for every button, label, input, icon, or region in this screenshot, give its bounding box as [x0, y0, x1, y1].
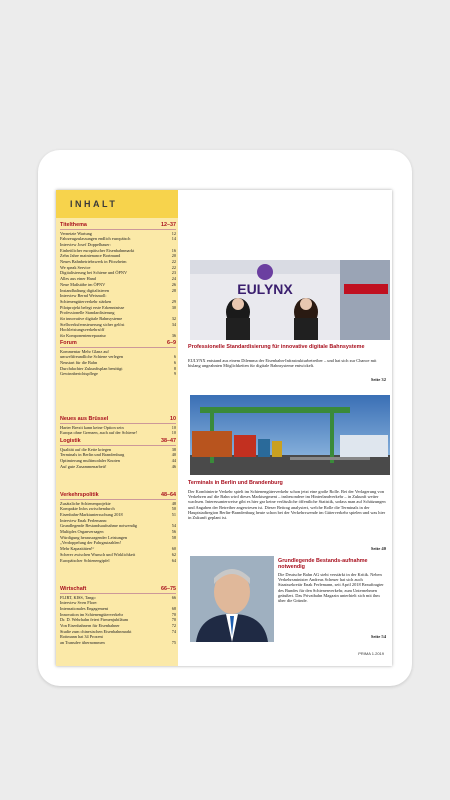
article-text-terminals: Der Kombinierte Verkehr spielt im Schienengüterverkehr schon jetzt eine große Rolle. Bei der Verlagerung von Verkehren auf die Bahn wird dieses Marktsegment – insbesondere im Hinterlandverkehr – in Zukunft weiter wachsen. Interessanterweise gibt es hier gar keine verlässliche öffentliche Statistik, sodass man auf Schätzungen und Angaben der Betreiber angewiesen ist. Dieser Beitrag analysiert, welche Rolle die Terminals in der Hauptstadtregion Berlin-Brandenburg heute schon bei der Verkehrswende im Güterverkehr spielen und was hier in Zukunft geplant ist.: [188, 489, 386, 521]
toc-entry[interactable]: Professionelle Standardisierung: [60, 310, 115, 316]
toc-entry[interactable]: Alles aus einer Hand 24: [60, 276, 176, 282]
table-of-contents: [56, 190, 178, 666]
toc-entry[interactable]: Optimierung multimodaler Knoten 44: [60, 457, 176, 463]
toc-section: [60, 222, 176, 339]
toc-entry[interactable]: Neue Maßstäbe im ÖPNV 26: [60, 281, 176, 287]
toc-entry[interactable]: Neustart für die Bahn 6: [60, 359, 176, 365]
toc-entry[interactable]: Kommentar Mehr Glanz auf: [60, 348, 109, 354]
toc-entry[interactable]: für innovative digitale Bahnsysteme 32: [60, 316, 176, 322]
page-footer: PRIMA 1.2019: [358, 651, 384, 656]
toc-section: [60, 416, 176, 436]
toc-entry[interactable]: Innovation im Schienengüterverkehr 70: [60, 611, 176, 617]
toc-header: [56, 190, 178, 218]
article-text-eulynx: EULYNX entstand aus einem Dilemma der Eisenbahn-Infrastrukturbetreiber – und hat sich zur Chance mit bislang ungeahnten Möglichkeiten für digitale Bahnsysteme entwickelt.: [188, 358, 377, 369]
toc-entry[interactable]: Interview Sven Flore:: [60, 600, 98, 606]
toc-entry[interactable]: Multiples Organversagen 56: [60, 529, 176, 535]
toc-entry[interactable]: Durchdachter Zukunftsplan benötigt 8: [60, 365, 176, 371]
toc-entry[interactable]: an Transdev übernommen 75: [60, 640, 176, 646]
toc-section: [60, 586, 176, 646]
toc-entry[interactable]: FLIRT, KISS, Tango 66: [60, 594, 176, 600]
toc-entry[interactable]: Qualität auf die Kette kriegen 38: [60, 446, 176, 452]
toc-entry[interactable]: umweltfreundliche Schiene verlegen 6: [60, 354, 176, 360]
toc-entry[interactable]: Kompakte Infos zwischendurch 50: [60, 506, 176, 512]
toc-entry[interactable]: Digitalisierung bei Schiene und ÖPNV 23: [60, 270, 176, 276]
article-title-eulynx[interactable]: Professionelle Standardisierung für innovative digitale Bahnsysteme: [188, 344, 365, 350]
toc-entry[interactable]: Terminals in Berlin und Brandenburg 40: [60, 452, 176, 458]
toc-entry[interactable]: Interview Josef Doppelbauer:: [60, 241, 111, 247]
toc-section-title[interactable]: Logistik 38–47: [60, 438, 176, 444]
page-ref-interview[interactable]: Seite 54: [370, 634, 386, 639]
toc-entry[interactable]: Rottmann hat 34 Prozent: [60, 634, 103, 640]
photo-portrait-ferlemann: [190, 556, 274, 642]
toc-entry[interactable]: Internationales Engagement 68: [60, 605, 176, 611]
toc-section-title[interactable]: Wirtschaft 66–75: [60, 586, 176, 592]
toc-entry[interactable]: Interview Enak Ferlemann:: [60, 517, 108, 523]
toc-entry[interactable]: Interview Bernd Weismoll:: [60, 293, 107, 299]
toc-entry[interactable]: Mehr Kapazitäten!“ 60: [60, 546, 176, 552]
toc-entry[interactable]: Europäischer Schienengipfel 64: [60, 557, 176, 563]
toc-entry[interactable]: Stellwerksfernsteuerung sicher gelöst 34: [60, 321, 176, 327]
toc-entry[interactable]: Neues Bahnbetriebswerk in Pforzheim 22: [60, 259, 176, 265]
toc-section-title[interactable]: Verkehrspolitik 48–64: [60, 492, 176, 498]
toc-entry[interactable]: Fahrzeugzulassungen endlich europäisch 14: [60, 236, 176, 242]
toc-entry[interactable]: Europa ohne Grenzen, auch auf der Schiene! 10: [60, 430, 176, 436]
photo-eulynx-booth: [190, 260, 390, 340]
article-title-terminals[interactable]: Terminals in Berlin und Brandenburg: [188, 480, 283, 486]
toc-entry[interactable]: „Verdoppelung der Fahrgastzahlen!: [60, 540, 122, 546]
toc-title: INHALT: [70, 199, 118, 209]
article-title-interview[interactable]: Grundlegende Bestands-aufnahme notwendig: [278, 558, 368, 571]
toc-entry[interactable]: Auf gute Zusammenarbeit! 46: [60, 463, 176, 469]
toc-section: [60, 492, 176, 563]
article-column: [186, 190, 390, 666]
toc-entry[interactable]: Vernetzte Wartung 12: [60, 230, 176, 236]
toc-section-title[interactable]: Neues aus Brüssel 10: [60, 416, 176, 422]
toc-entry[interactable]: Hochleistungsverkehrsöff: [60, 327, 105, 333]
toc-entry[interactable]: Gewinnberichtspflege 9: [60, 371, 176, 377]
page-ref-terminals[interactable]: Seite 40: [370, 546, 386, 551]
toc-entry[interactable]: Dr. D. Wehrhahn feiert Firmenjubiläum 70: [60, 617, 176, 623]
toc-section: [60, 340, 176, 377]
photo-container-terminal: [190, 395, 390, 475]
toc-entry[interactable]: Würdigung herausragender Leistungen 58: [60, 534, 176, 540]
toc-entry[interactable]: Scherer zwischen Wunsch und Wirklichkeit 62: [60, 551, 176, 557]
toc-entry[interactable]: Harter Brexit kann keine Option sein 10: [60, 424, 176, 430]
toc-entry[interactable]: Eisenbahn-Marktuntersuchung 2018 51: [60, 511, 176, 517]
page-ref-eulynx[interactable]: Seite 32: [370, 377, 386, 382]
magazine-page[interactable]: [56, 190, 392, 666]
toc-section-title[interactable]: Titelthema 12–37: [60, 222, 176, 228]
article-text-interview: Die Deutsche Bahn AG steht verstärkt in der Kritik. Neben Verkehrsminister Andreas Scheuer hat sich auch Staatssekretär Enak Ferlemann, seit April 2018 Beauftragter des Bundes für den Schienenverkehr, zum Unternehmen geäußert. Das Privatbahn Magazin unterhielt sich mit ihm über die Gründe.: [278, 572, 384, 604]
toc-entry[interactable]: für Komponentenreparatur 36: [60, 333, 176, 339]
toc-entry[interactable]: We speak Service 22: [60, 264, 176, 270]
toc-section: [60, 438, 176, 469]
toc-entry[interactable]: Grundlegende Bestandsaufnahme notwendig 54: [60, 523, 176, 529]
toc-entry[interactable]: Studie zum chinesischen Eisenbahnmarkt 74: [60, 628, 176, 634]
toc-section-title[interactable]: Forum 6–9: [60, 340, 176, 346]
toc-entry[interactable]: Von Eisenbahnern für Eisenbahner 72: [60, 623, 176, 629]
toc-entry[interactable]: Einheitlicher europäischer Eisenbahnmarkt 16: [60, 247, 176, 253]
eulynx-logo: EULYNX: [237, 281, 293, 297]
toc-entry[interactable]: Zehn Jahre maintenance Bortmund 20: [60, 253, 176, 259]
toc-entry[interactable]: Pilotprojekt belegt erste Erkenntnisse 30: [60, 304, 176, 310]
toc-entry[interactable]: Instandhaltung digitalisieren 28: [60, 287, 176, 293]
toc-entry[interactable]: Schienengüterverkehr stärken 29: [60, 298, 176, 304]
toc-entry[interactable]: Zusätzliche Schienenprojekte 48: [60, 500, 176, 506]
